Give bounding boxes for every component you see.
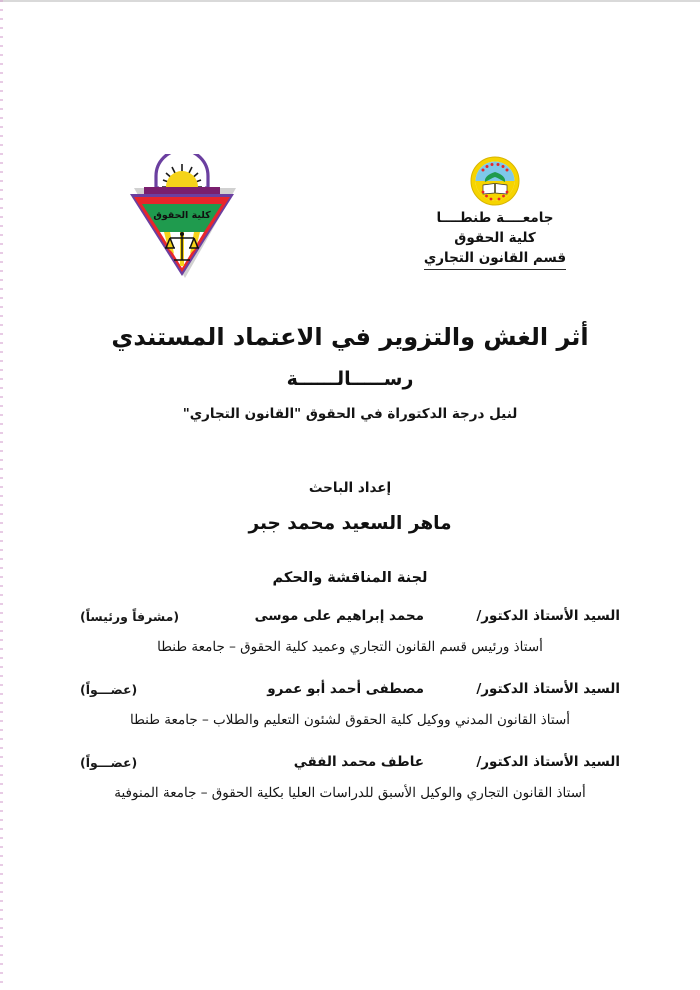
committee-heading: لجنة المناقشة والحكم [272, 570, 428, 586]
department-name: قسم القانون التجاري [424, 248, 566, 270]
author-name: ماهر السعيد محمد جبر [248, 513, 452, 534]
page-header [0, 150, 700, 295]
member-label: السيد الأستاذ الدكتور/ [476, 681, 620, 697]
university-name: جامعــــة طنطــــا [436, 210, 554, 226]
committee-member-row [80, 681, 620, 703]
committee-member [0, 681, 700, 728]
degree-statement: لنيل درجة الدكتوراة في الحقوق "القانون التجاري" [182, 406, 518, 422]
thesis-word: رســـــالــــــة [286, 368, 414, 390]
member-name: محمد إبراهيم على موسى [254, 608, 424, 624]
committee-member-row [80, 754, 620, 776]
member-name: عاطف محمد الفقي [293, 754, 424, 770]
member-affiliation: أستاذ ورئيس قسم القانون التجاري وعميد كلية الحقوق – جامعة طنطا [157, 639, 543, 655]
faculty-emblem-text: كلية الحقوق [153, 210, 211, 221]
examination-committee [0, 570, 700, 801]
thesis-main-title: أثر الغش والتزوير في الاعتماد المستندي [111, 323, 589, 351]
author-block [0, 480, 700, 534]
member-label: السيد الأستاذ الدكتور/ [476, 754, 620, 770]
member-role: (عضـــواً) [80, 682, 138, 697]
member-role: (عضـــواً) [80, 755, 138, 770]
committee-member-row [80, 608, 620, 630]
committee-member [0, 608, 700, 655]
committee-member [0, 754, 700, 801]
faculty-name: كلية الحقوق [454, 230, 536, 246]
member-role: (مشرفاً ورئيساً) [80, 609, 180, 624]
author-label: إعداد الباحث [308, 480, 392, 496]
title-block [0, 320, 700, 422]
member-affiliation: أستاذ القانون المدني ووكيل كلية الحقوق لشئون التعليم والطلاب – جامعة طنطا [129, 712, 571, 728]
faculty-of-law-emblem-icon [118, 154, 246, 280]
scan-edge-top [0, 0, 700, 2]
member-affiliation: أستاذ القانون التجاري والوكيل الأسبق للدراسات العليا بكلية الحقوق – جامعة المنوفية [114, 785, 586, 801]
tanta-university-seal-icon [470, 156, 520, 206]
institution-lines [380, 208, 610, 270]
member-label: السيد الأستاذ الدكتور/ [476, 608, 620, 624]
member-name: مصطفى أحمد أبو عمرو [267, 681, 424, 697]
